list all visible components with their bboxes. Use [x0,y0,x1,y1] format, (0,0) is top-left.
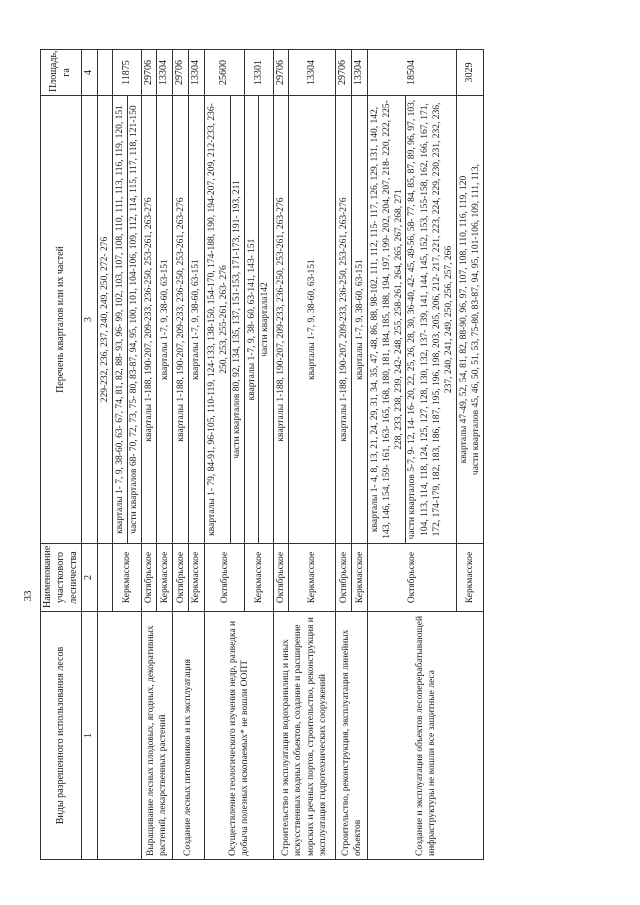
column-number-3: 3 [82,96,98,544]
forestry-cell [98,544,113,612]
quarters-cell: кварталы 1-188, 190-207, 209-233, 236-250, 253-261, 263-276 [336,96,352,544]
area-cell [98,50,113,96]
page-number: 33 [22,590,34,602]
column-number-1: 1 [82,612,98,860]
use-type-cell [98,612,141,860]
forestry-cell: Кеpкмасское [289,544,336,612]
area-cell: 29706 [273,50,289,96]
quarters-cell [245,96,273,544]
column-number-4: 4 [82,50,98,96]
quarters-line: кварталы 1- 4, 8, 13, 21, 24, 29, 31, 34, 35, 47, 48, 86, 88, 98-102, 111, 112, 115- 117, 126, 129, 131, 140, 142, 143, 146, 154, 159- 161, 163- 165, 168, 180, 181, 184, 185, 188, 194, 197, 199- 202, 204, 207, 218- 220, 222, 225- 228, 233, 238, 239, 242- 248, 255, 258-261, 264, 265, 267, 268, 271 [370,100,405,539]
forest-use-table [40,49,484,860]
quarters-line: кварталы 1- 7, 9, 38-60, 63- 67, 74, 81, 82, 88- 93, 96- 99, 102, 103, 107, 108, 110, 111, 113, 116, 119, 120, 151 [115,105,126,534]
quarters-cell [204,96,244,544]
quarters-line: части квартала142 [258,96,271,543]
forestry-cell: Октябрьское [173,544,189,612]
area-cell: 18504 [368,50,457,96]
header-quarters: Перечень кварталов или их частей [41,96,82,544]
column-number-row [82,50,98,860]
quarters-cell: кварталы 1-188, 190-207, 209-233, 236-250, 253-261, 263-276 [273,96,289,544]
table-row [98,50,113,860]
quarters-cell [457,96,484,544]
table-row [173,50,189,860]
table-row [336,50,352,860]
forestry-cell: Октябрьское [273,544,289,612]
area-cell: 29706 [173,50,189,96]
quarters-cell: кварталы 1-7, 9, 38-60, 63-151 [189,96,205,544]
quarters-cell [113,96,141,544]
quarters-cell: кварталы 1-7, 9, 38-60, 63-151 [157,96,173,544]
table-row [368,50,457,860]
forestry-cell: Кеpкмасское [245,544,273,612]
quarters-line: кварталы 1- 79, 84-91, 96-105, 110-119, 124-133, 138-150, 154-170, 174-188, 190, 194-207, 209, 212-233, 236-250, 253, 255-261, 263- 276 [206,103,229,536]
quarters-cell: кварталы 1-7, 9, 38-60, 63-151 [289,96,336,544]
forestry-cell: Кеpкмасское [157,544,173,612]
forestry-cell: Кеpкмасское [457,544,484,612]
table-row [204,50,244,860]
use-type-cell: Выращивание лесных плодовых, ягодных, декоративных растений, лекарственных растений [141,612,173,860]
area-cell: 13304 [352,50,368,96]
quarters-cell: 229-232, 236, 237, 240, 249, 250, 272- 276 [98,96,113,544]
quarters-line: кварталы 1-7, 9, 38- 60, 63-141, 143- 151 [247,238,258,401]
area-cell: 29706 [141,50,157,96]
area-cell: 25600 [204,50,244,96]
table-row [273,50,289,860]
header-forestry: Наименование участкового лесничества [41,544,82,612]
area-cell: 13304 [157,50,173,96]
quarters-line: части кварталов 5-7, 9- 12, 14- 16- 20, 22, 25, 26, 28, 30, 36-40, 42- 45, 49-56, 58- 77, 84, 85, 87, 89, 96, 97, 103, 104, 113, 114, 118, 124, 125, 127, 128, 130, 132, 137- 139, 141, 144, 145, 152, 153, 155-158, 162, 166, 167, 171, 172, 174-179, 182, 183, 186, 187, 195, 196, 198, 203, 205, 206, 212- 217, 221, 223, 224, 229, 230, 231, 232, 236, 237, 240, 241, 249, 250, 256, 257, 266 [405,96,455,543]
use-type-cell: Строительство, реконструкция, эксплуатация линейных объектов [336,612,368,860]
forestry-cell: Октябрьское [141,544,157,612]
quarters-cell: кварталы 1-188, 190-207, 209-233, 236-250, 253-261, 263-276 [173,96,189,544]
quarters-line: кварталы 47-49, 52, 54, 81, 82, 88-90, 96, 97, 107, 108, 110, 116, 119, 120 [459,175,470,464]
quarters-cell [368,96,457,544]
quarters-line: части кварталов 45, 46, 50, 51, 53, 75-80, 83-87, 94, 95, 101-106, 109, 111, 113, [471,163,482,476]
header-use-type: Виды разрешенного использования лесов [41,612,82,860]
rotated-page-content [40,50,590,860]
use-type-cell: Осуществление геологического изучения недр, разведка и добыча полезных ископаемых* не вошли ООПТ [204,612,273,860]
forestry-cell: Кеpкмасское [113,544,141,612]
table-row [141,50,157,860]
area-cell: 13304 [289,50,336,96]
area-cell: 29706 [336,50,352,96]
area-cell: 3029 [457,50,484,96]
use-type-cell: Создание лесных питомников и их эксплуатация [173,612,205,860]
forestry-cell: Кеpкмасское [189,544,205,612]
header-area: Площадь, га [41,50,82,96]
column-number-2: 2 [82,544,98,612]
table-header-row [41,50,82,860]
use-type-cell: Строительство и эксплуатация водохранилищ и иных искусственных водных объектов, создание и расширение морских и речных портов, строительство, реконструкция и эксплуатация гидротехнических сооружений [273,612,336,860]
quarters-cell: кварталы 1-7, 9, 38-60, 63-151 [352,96,368,544]
forestry-cell: Октябрьское [204,544,244,612]
quarters-line: части кварталов 80, 92, 134, 135, 137, 151-153, 171-173, 191- 193, 211 [230,96,243,543]
quarters-line: части кварталов 68- 70, 72, 73, 75- 80, 83-87, 94, 95, 100, 101, 104-106, 109, 112, 114, 115, 117, 118, 121-150 [127,96,140,543]
forestry-cell: Октябрьское [336,544,352,612]
use-type-cell: Создание и эксплуатация объектов лесоперерабатывающей инфраструктуры не вошли все защитные леса [368,612,484,860]
quarters-cell: кварталы 1-188, 190-207, 209-233, 236-250, 253-261, 263-276 [141,96,157,544]
area-cell: 13301 [245,50,273,96]
forestry-cell: Кеpкмасское [352,544,368,612]
area-cell: 11875 [113,50,141,96]
forestry-cell: Октябрьское [368,544,457,612]
area-cell: 13304 [189,50,205,96]
